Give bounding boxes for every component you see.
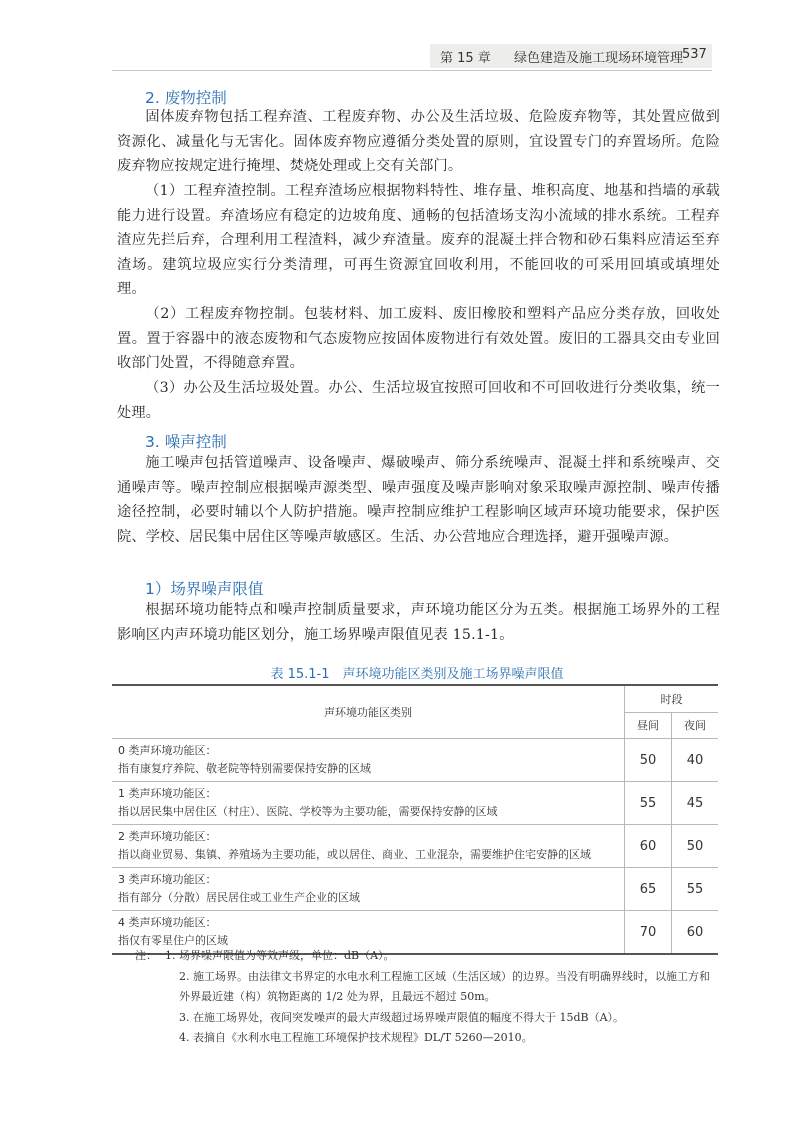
note-item <box>135 946 715 967</box>
night-limit: 40 <box>672 739 719 782</box>
note-item <box>135 1008 715 1029</box>
zone-class-detail: 指以居民集中居住区（村庄）、医院、学校等为主要功能，需要保持安静的区域 <box>118 805 498 818</box>
noise-heading: 3. 噪声控制 <box>145 433 227 451</box>
page-header <box>430 44 712 68</box>
day-limit: 65 <box>625 868 672 911</box>
header-category: 声环境功能区类别 <box>112 685 625 739</box>
table-row <box>112 739 718 782</box>
zone-class-label: 1 类声环境功能区： <box>118 787 217 800</box>
zone-class-detail: 指以商业贸易、集镇、养殖场为主要功能，或以居住、商业、工业混杂，需要维护住宅安静的区域 <box>118 848 591 861</box>
note-text: 4. 表摘自《水利水电工程施工环境保护技术规程》DL/T 5260—2010。 <box>179 1031 533 1044</box>
note-text: 2. 施工场界。由法律文书界定的水电水利工程施工区域（生活区域）的边界。当没有明确界线时，以施工方和外界最近建（构）筑物距离的 1/2 处为界，且最远不超过 50m。 <box>179 969 710 1003</box>
noise-intro-text: 施工噪声包括管道噪声、设备噪声、爆破噪声、筛分系统噪声、混凝土拌和系统噪声、交通噪声等。噪声控制应根据噪声源类型、噪声强度及噪声影响对象采取噪声源控制、噪声传播途径控制，必要时辅以个人防护措施。噪声控制应维护工程影响区域声环境功能要求，保护医院、学校、居民集中居住区等噪声敏感区。生活、办公营地应合理选择，避开强噪声源。 <box>117 455 720 545</box>
night-limit: 60 <box>672 911 719 955</box>
day-limit: 60 <box>625 825 672 868</box>
zone-description <box>112 739 625 782</box>
header-day: 昼间 <box>625 712 672 738</box>
zone-class-label: 4 类声环境功能区： <box>118 916 217 929</box>
waste-intro-paragraph <box>117 105 720 179</box>
waste-engineering-text: （2）工程废弃物控制。包装材料、加工废料、废旧橡胶和塑料产品应分类存放，回收处置。置于容器中的液态废物和气态废物应按固体废物进行有效处置。废旧的工器具交由专业回收部门处置，不得随意弃置。 <box>117 306 720 371</box>
chapter-title: 绿色建造及施工现场环境管理 <box>514 51 684 66</box>
header-period: 时段 <box>625 685 719 712</box>
zone-description <box>112 868 625 911</box>
zone-class-label: 2 类声环境功能区： <box>118 830 217 843</box>
note-item <box>135 967 715 1008</box>
zone-description <box>112 825 625 868</box>
waste-office-paragraph <box>117 376 720 425</box>
table-row <box>112 782 718 825</box>
waste-slag-paragraph <box>117 179 720 302</box>
zone-class-label: 0 类声环境功能区： <box>118 744 217 757</box>
boundary-noise-paragraph <box>117 598 720 647</box>
header-night: 夜间 <box>672 712 719 738</box>
table-row <box>112 868 718 911</box>
night-limit: 50 <box>672 825 719 868</box>
zone-class-detail: 指仅有零星住户的区域 <box>118 934 228 947</box>
note-item <box>135 1028 715 1049</box>
day-limit: 70 <box>625 911 672 955</box>
notes-label: 注： <box>135 949 157 962</box>
zone-description <box>112 782 625 825</box>
noise-intro-paragraph <box>117 451 720 549</box>
waste-office-text: （3）办公及生活垃圾处置。办公、生活垃圾宜按照可回收和不可回收进行分类收集，统一处理。 <box>117 380 720 421</box>
zone-class-detail: 指有康复疗养院、敬老院等特别需要保持安静的区域 <box>118 762 371 775</box>
header-rule <box>112 70 712 71</box>
note-text: 3. 在施工场界处，夜间突发噪声的最大声级超过场界噪声限值的幅度不得大于 15dB（A）。 <box>179 1010 625 1024</box>
table-caption: 表 15.1-1 声环境功能区类别及施工场界噪声限值 <box>270 667 564 682</box>
page-number: 537 <box>682 47 707 62</box>
night-limit: 45 <box>672 782 719 825</box>
waste-intro-text: 固体废弃物包括工程弃渣、工程废弃物、办公及生活垃圾、危险废弃物等，其处置应做到资源化、减量化与无害化。固体废弃物应遵循分类处置的原则，宜设置专门的弃置场所。危险废弃物应按规定进行掩埋、焚烧处理或上交有关部门。 <box>117 109 720 174</box>
zone-class-detail: 指有部分（分散）居民居住或工业生产企业的区域 <box>118 891 360 904</box>
boundary-noise-heading: 1）场界噪声限值 <box>145 580 264 598</box>
day-limit: 50 <box>625 739 672 782</box>
noise-limit-table <box>112 684 718 955</box>
table-row <box>112 825 718 868</box>
day-limit: 55 <box>625 782 672 825</box>
zone-class-label: 3 类声环境功能区： <box>118 873 217 886</box>
note-text: 1. 场界噪声限值为等效声级，单位：dB（A）。 <box>165 949 395 962</box>
chapter-number: 第 15 章 <box>440 51 491 66</box>
table-notes <box>135 946 715 1049</box>
night-limit: 55 <box>672 868 719 911</box>
boundary-noise-text: 根据环境功能特点和噪声控制质量要求，声环境功能区分为五类。根据施工场界外的工程影响区内声环境功能区划分，施工场界噪声限值见表 15.1-1。 <box>117 602 720 643</box>
waste-heading: 2. 废物控制 <box>145 89 227 107</box>
waste-slag-text: （1）工程弃渣控制。工程弃渣场应根据物料特性、堆存量、堆积高度、地基和挡墙的承载能力进行设置。弃渣场应有稳定的边坡角度、通畅的包括渣场支沟小流域的排水系统。工程弃渣应先拦后弃，合理利用工程渣料，减少弃渣量。废弃的混凝土拌合物和砂石集料应清运至弃渣场。建筑垃圾应实行分类清理，可再生资源宜回收利用，不能回收的可采用回填或填埋处理。 <box>117 183 720 297</box>
waste-engineering-paragraph <box>117 302 720 376</box>
